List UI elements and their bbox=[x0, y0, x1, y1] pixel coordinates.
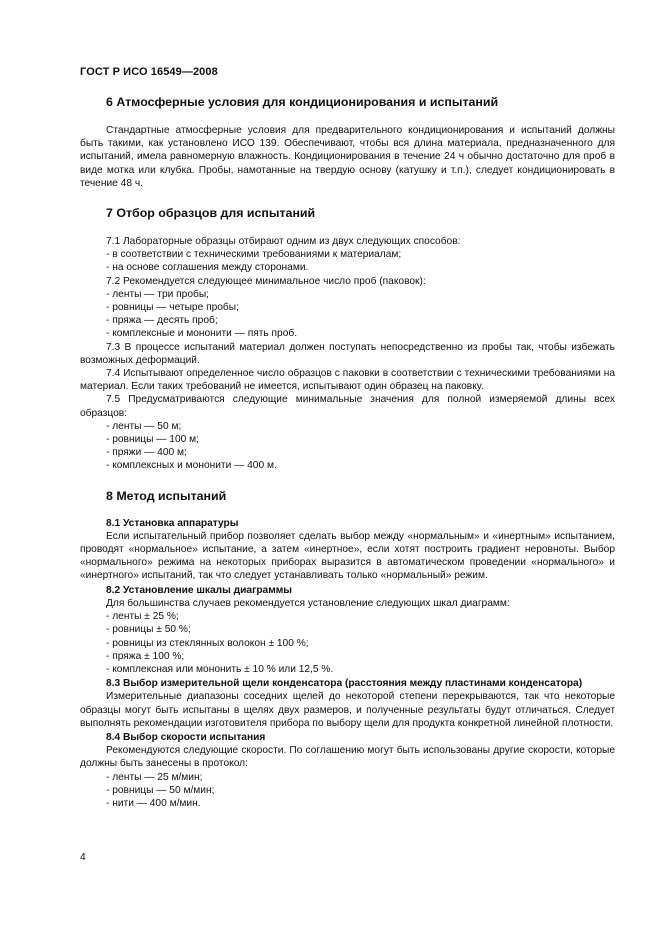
list-item: - комплексная или мононить ± 10 % или 12,5 %. bbox=[106, 663, 334, 675]
list-item: - ровницы — 50 м/мин; bbox=[106, 784, 215, 796]
list-item: - ровницы — 100 м; bbox=[106, 434, 199, 446]
list-item: - комплексных и мононити — 400 м. bbox=[106, 460, 277, 472]
list-item: - ленты — 25 м/мин; bbox=[106, 771, 203, 783]
list-item: - пряжи — 400 м; bbox=[106, 447, 187, 459]
standard-header: ГОСТ Р ИСО 16549—2008 bbox=[80, 66, 218, 78]
subsection-8-1-title: 8.1 Установка аппаратуры bbox=[106, 517, 239, 529]
clause-7-3: 7.3 В процессе испытаний материал должен поступать непосредственно из пробы так, чтобы избежать возможных деформаций. bbox=[80, 341, 615, 366]
clause-7-2: 7.2 Рекомендуется следующее минимальное число проб (паковок): bbox=[106, 275, 426, 287]
list-item: - ровницы ± 50 %; bbox=[106, 624, 191, 636]
subsection-8-4-title: 8.4 Выбор скорости испытания bbox=[106, 731, 266, 743]
section-6-paragraph: Стандартные атмосферные условия для предварительного кондиционирования и испытаний должны быть такими, как установлено ИСО 139. Обеспечивают, чтобы вся длина материала, предназначенного для испытаний, имела равномерную влажность. Кондиционирования в течение 24 ч обычно достаточно для проб в виде мотка или клубка. Пробы, намотанные на твердую основу (катушку и т.п.), следует кондиционировать в течение 48 ч. bbox=[80, 125, 615, 189]
subsection-8-4-text: Рекомендуются следующие скорости. По соглашению могут быть использованы другие скорости, которые должны быть занесены в протокол: bbox=[80, 745, 615, 770]
list-item: - ровницы — четыре пробы; bbox=[106, 302, 239, 314]
list-item: - ровницы из стеклянных волокон ± 100 %; bbox=[106, 637, 309, 649]
subsection-8-1-text: Если испытательный прибор позволяет сделать выбор между «нормальным» и «инертным» испытанием, проводят «нормальное» испытание, а затем «инертное», если хотят построить градиент неровноты. Выбор «нормального» режима на некоторых приборах выразится в автоматическом проведении «нормального» и «инертного» испытаний, так что следует устанавливать только «нормальный» режим. bbox=[80, 530, 615, 582]
page-number: 4 bbox=[80, 852, 86, 863]
list-item: - в соответствии с техническими требованиями к материалам; bbox=[106, 249, 402, 261]
page-content bbox=[80, 95, 615, 810]
list-item: - комплексные и мононити — пять проб. bbox=[106, 328, 298, 340]
clause-7-5: 7.5 Предусматриваются следующие минимальные значения для полной измеряемой длины всех образцов: bbox=[80, 394, 615, 419]
section-7-title: 7 Отбор образцов для испытаний bbox=[106, 206, 316, 221]
clause-7-4: 7.4 Испытывают определенное число образцов с паковки в соответствии с техническими требованиями на материал. Если таких требований не имеется, испытывают один образец на паковку. bbox=[80, 368, 615, 393]
list-item: - ленты — три пробы; bbox=[106, 288, 209, 300]
list-item: - ленты ± 25 %; bbox=[106, 611, 179, 623]
clause-7-1: 7.1 Лабораторные образцы отбирают одним из двух следующих способов: bbox=[106, 236, 461, 248]
subsection-8-3-text: Измерительные диапазоны соседних щелей до некоторой степени перекрываются, так что некоторые образцы могут быть испытаны в щелях двух размеров, и полученные результаты будут отличаться. Следует выполнять рекомендации изготовителя прибора по выбору щели для продукта конкретной линейной плотности. bbox=[80, 691, 615, 729]
subsection-8-3-title: 8.3 Выбор измерительной щели конденсатора (расстояния между пластинами конденсатора) bbox=[106, 678, 583, 690]
list-item: - на основе соглашения между сторонами. bbox=[106, 262, 309, 274]
section-8-title: 8 Метод испытаний bbox=[106, 488, 227, 503]
list-item: - пряжа ± 100 %; bbox=[106, 650, 185, 662]
list-item: - пряжа — десять проб; bbox=[106, 315, 218, 327]
section-6-title: 6 Атмосферные условия для кондиционирования и испытаний bbox=[106, 95, 499, 109]
subsection-8-2-text: Для большинства случаев рекомендуется установление следующих шкал диаграмм: bbox=[106, 597, 510, 609]
subsection-8-2-title: 8.2 Установление шкалы диаграммы bbox=[106, 584, 292, 596]
list-item: - ленты — 50 м; bbox=[106, 420, 182, 432]
list-item: - нити — 400 м/мин. bbox=[106, 797, 201, 809]
